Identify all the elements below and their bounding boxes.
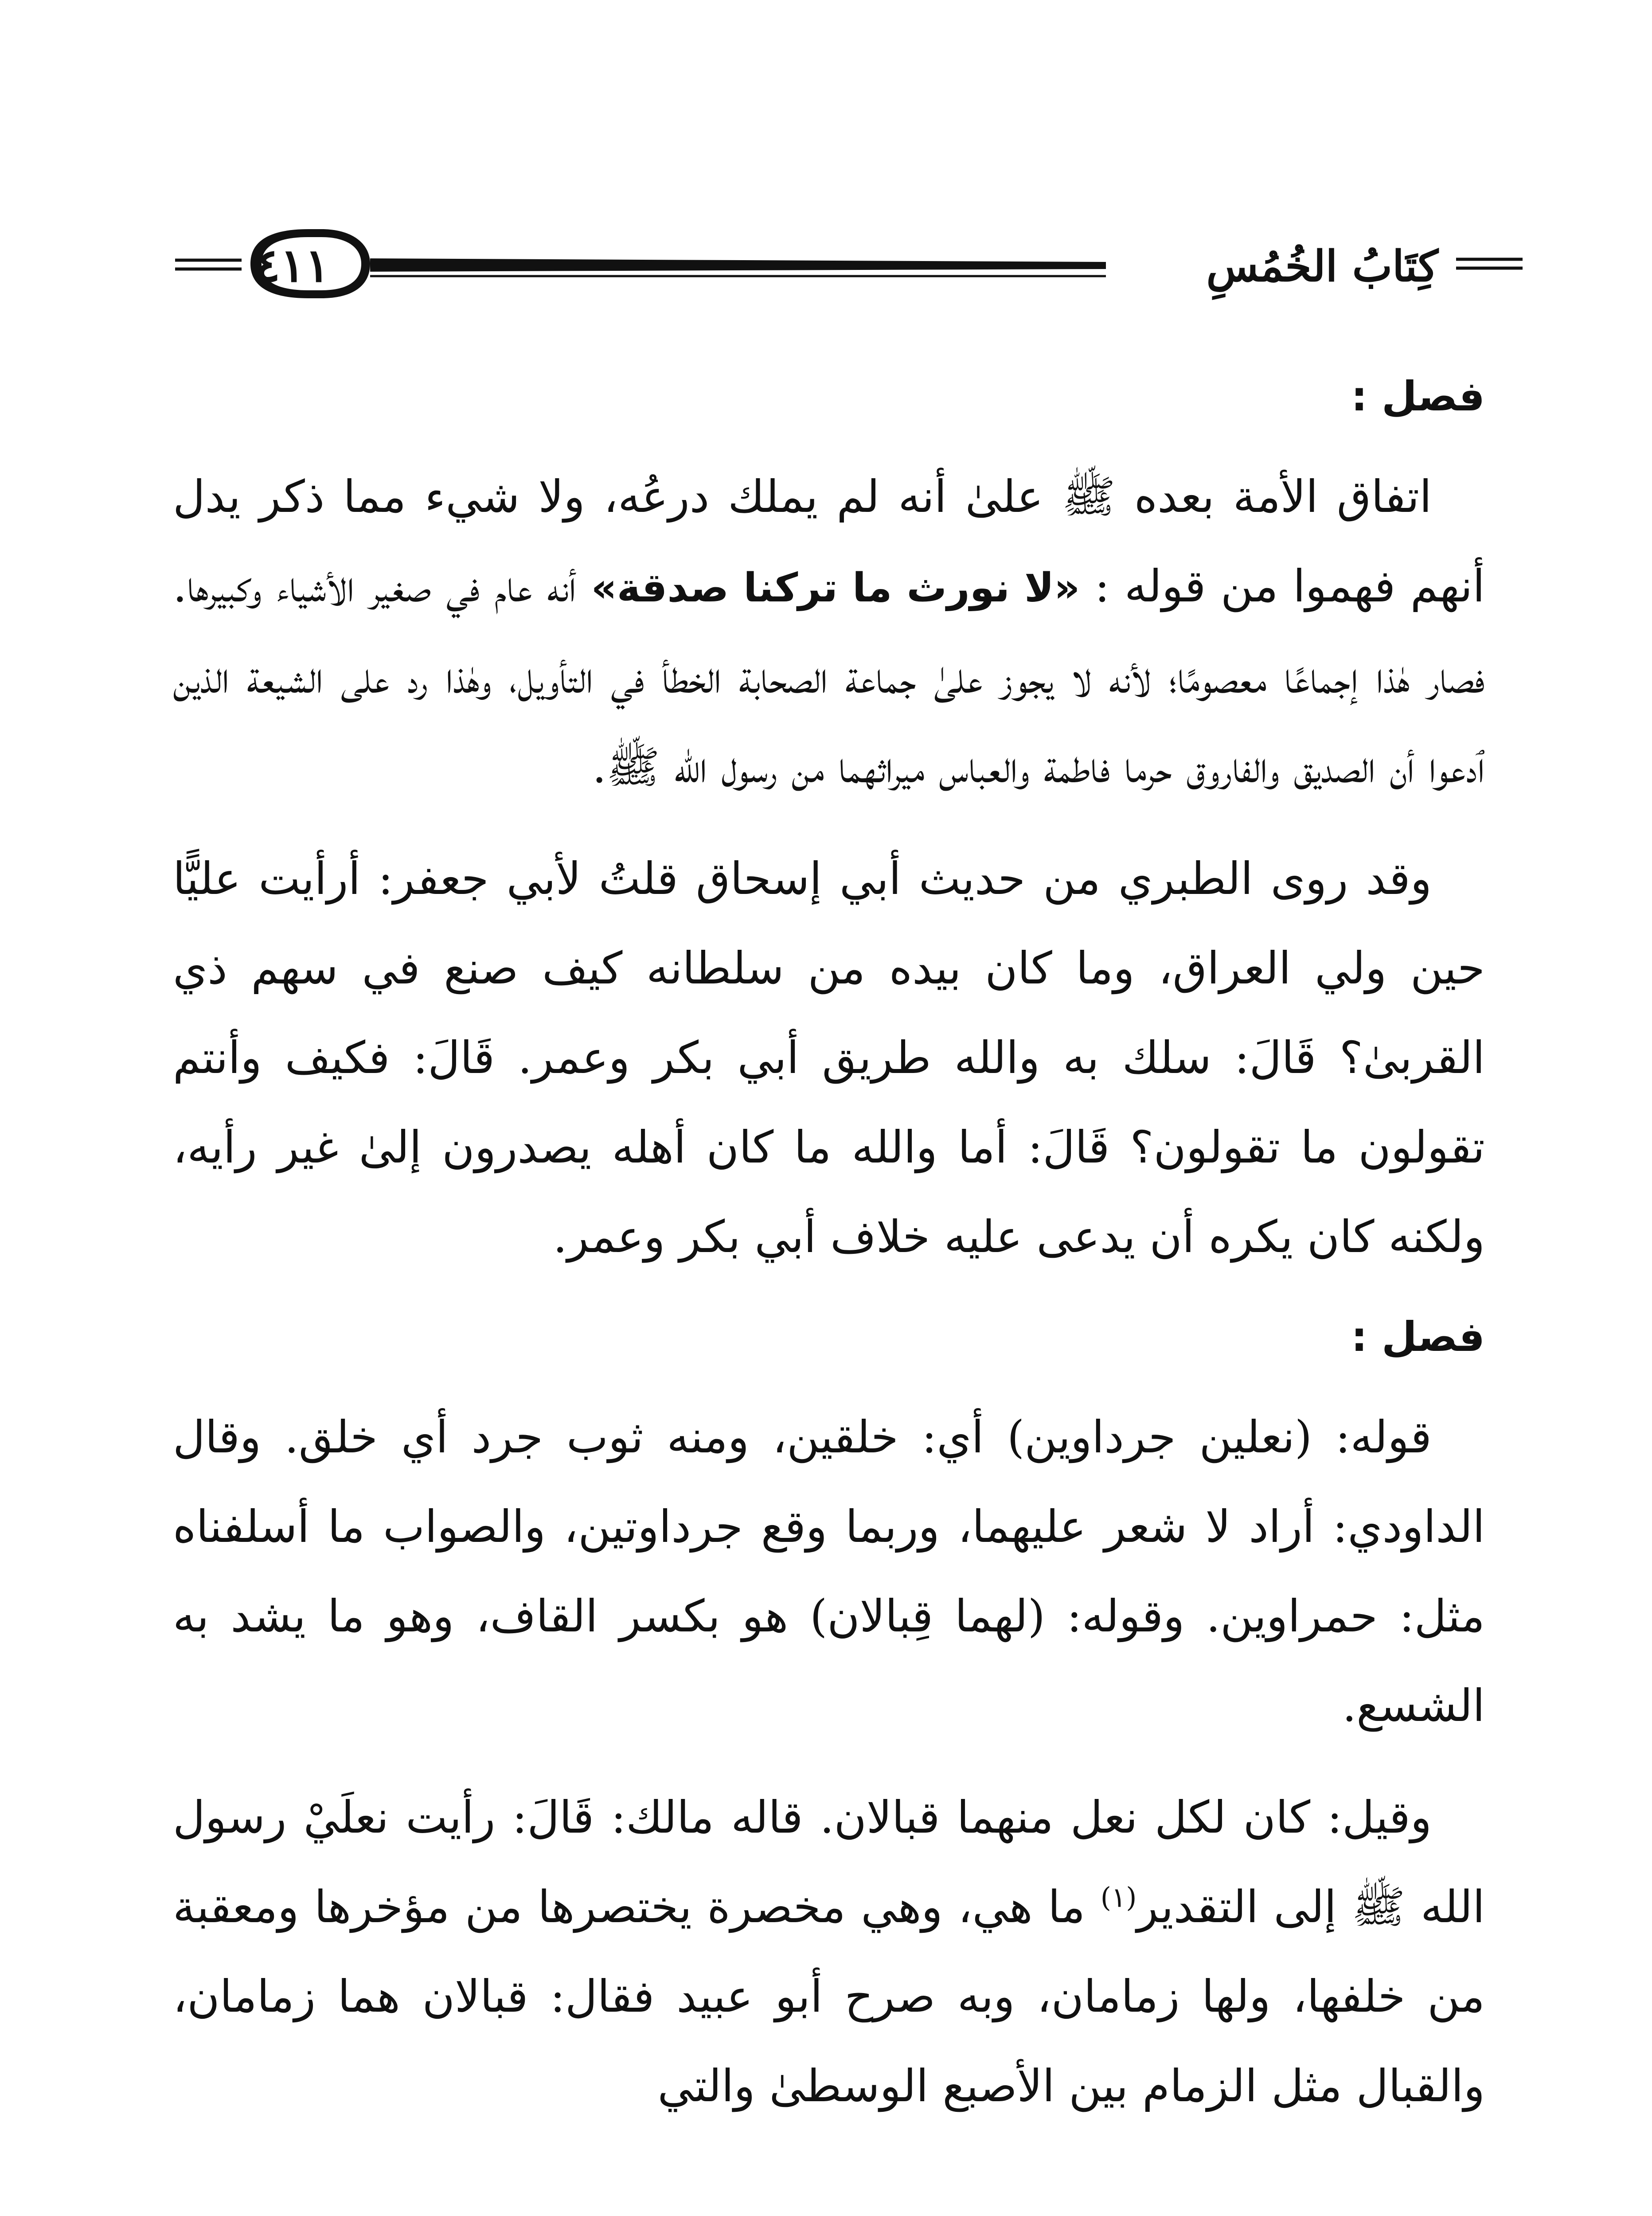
paragraph-text: أنه عام في صغير الأشياء وكبيرها. فصار هٰذا إجماعًا معصومًا؛ لأنه لا يجوز علىٰ جماعة الصحابة الخطأ في التأويل، وهٰذا رد على الشيعة الذين ٱدعوا أن الصديق والفاروق حرما فاطمة والعباس ميراثهما من رسول الله ﷺ. [173, 560, 1485, 793]
footnote-reference[interactable]: (١) [1100, 1881, 1137, 1914]
hadith-quote: «لا نورث ما تركنا صدقة» [591, 565, 1080, 611]
paragraph [173, 1773, 1485, 2131]
running-head: كِتَابُ الخُمُسِ [1189, 233, 1457, 299]
main-text [173, 363, 1485, 2149]
page-header [175, 219, 1523, 308]
paragraph: وقد روى الطبري من حديث أبي إسحاق قلتُ لأبي جعفر: أرأيت عليًّا حين ولي العراق، وما كان بيده من سلطانه كيف صنع في سهم ذي القربىٰ؟ قَالَ: سلك به والله طريق أبي بكر وعمر. قَالَ: فكيف وأنتم تقولون ما تقولون؟ قَالَ: أما والله ما كان أهله يصدرون إلىٰ غير رأيه، ولكنه كان يكره أن يدعى عليه خلاف أبي بكر وعمر. [173, 853, 1485, 1263]
paragraph-text: اتفاق الأمة بعده ﷺ علىٰ أنه لم يملك درعُه، ولا شيء مما ذكر يدل أنهم فهموا من قوله : [173, 471, 1485, 612]
paragraph-text: وقيل: كان لكل نعل منهما قبالان. قاله مالك: قَالَ: رأيت نعلَيْ رسول الله ﷺ إلى التقدير [173, 1791, 1485, 1933]
section-heading: فصل : [1351, 373, 1485, 420]
paragraph-text: ما هي، وهي مخصرة يختصرها من مؤخرها ومعقبة من خلفها، ولها زمامان، وبه صرح أبو عبيد فقال: قبالان هما زمامان، والقبال مثل الزمام بين الأصبع الوسطىٰ والتي [173, 1881, 1485, 2112]
paragraph [173, 452, 1485, 812]
page-number: ٤١١ [255, 238, 330, 293]
section-heading: فصل : [1351, 1313, 1485, 1361]
paragraph: قوله: (نعلين جرداوين) أي: خلقين، ومنه ثوب جرد أي خلق. وقال الداودي: أراد لا شعر عليهما، وربما وقع جرداوتين، والصواب ما أسلفناه مثل: حمراوين. وقوله: (لهما قِبالان) هو بكسر القاف، وهو ما يشد به الشسع. [173, 1411, 1485, 1732]
